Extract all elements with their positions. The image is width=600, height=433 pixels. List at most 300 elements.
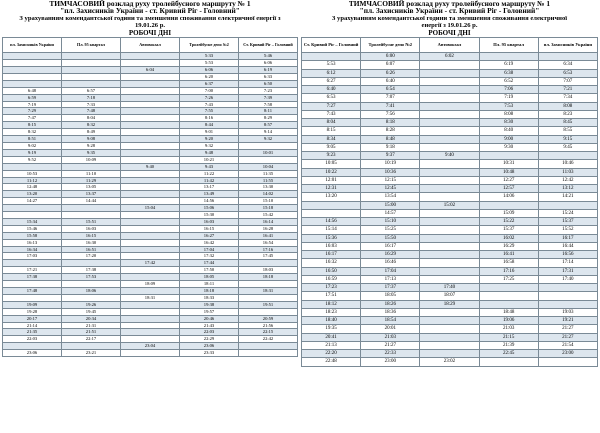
time-cell: 17:16: [479, 267, 538, 275]
time-cell: 16:54: [239, 239, 298, 246]
time-cell: [121, 53, 180, 60]
table-row: [3, 94, 298, 101]
time-cell: 15:36: [302, 234, 361, 242]
column-header: пл. Захисників України: [538, 38, 597, 53]
time-cell: 15:52: [538, 226, 597, 234]
time-cell: 17:53: [62, 274, 121, 281]
time-cell: 8:32: [3, 129, 62, 136]
time-cell: 20:59: [239, 315, 298, 322]
time-cell: 17:23: [302, 284, 361, 292]
time-cell: 8:34: [302, 135, 361, 143]
time-cell: 6:26: [361, 69, 420, 77]
time-cell: [538, 292, 597, 300]
table-row: [302, 201, 598, 209]
time-cell: 16:50: [302, 267, 361, 275]
time-cell: 17:32: [180, 253, 239, 260]
time-cell: 8:11: [239, 108, 298, 115]
table-row: [3, 232, 298, 239]
table-row: [3, 177, 298, 184]
time-cell: 18:11: [180, 281, 239, 288]
time-cell: 22:33: [361, 350, 420, 358]
time-cell: 15:10: [239, 198, 298, 205]
time-cell: 8:16: [180, 115, 239, 122]
section-title: РОБОЧІ ДНІ: [428, 29, 471, 38]
time-cell: 8:15: [302, 127, 361, 135]
header-title: ТИМЧАСОВИЙ розклад руху тролейбусного маршруту № 1: [348, 0, 551, 8]
time-cell: 12:27: [479, 176, 538, 184]
table-row: [302, 193, 598, 201]
time-cell: 15:24: [538, 209, 597, 217]
time-cell: 22:48: [302, 358, 361, 366]
time-cell: 16:29: [361, 251, 420, 259]
time-cell: 15:34: [3, 218, 62, 225]
time-cell: 6:50: [239, 80, 298, 87]
table-row: [3, 87, 298, 94]
time-cell: 16:30: [62, 239, 121, 246]
time-cell: 22:42: [239, 336, 298, 343]
time-cell: 5:46: [239, 53, 298, 60]
time-cell: [121, 122, 180, 129]
time-cell: [121, 267, 180, 274]
time-cell: 9:01: [180, 129, 239, 136]
time-cell: 20:34: [62, 315, 121, 322]
time-cell: [420, 341, 479, 349]
table-row: [3, 253, 298, 260]
table-row: [302, 94, 598, 102]
time-cell: 9:37: [361, 152, 420, 160]
time-cell: 15:42: [239, 212, 298, 219]
time-cell: 23:06: [180, 343, 239, 350]
time-cell: [121, 232, 180, 239]
time-cell: [420, 308, 479, 316]
table-row: [3, 301, 298, 308]
time-cell: 14:02: [239, 191, 298, 198]
column-header: Автовокзал: [121, 38, 180, 53]
time-cell: [62, 294, 121, 301]
time-cell: 9:02: [3, 142, 62, 149]
time-cell: 6:19: [239, 67, 298, 74]
table-row: [3, 225, 298, 232]
time-cell: 5:33: [180, 53, 239, 60]
time-cell: 18:23: [302, 308, 361, 316]
time-cell: 7:26: [180, 94, 239, 101]
table-row: [3, 80, 298, 87]
time-cell: 17:44: [180, 260, 239, 267]
time-cell: 23:02: [420, 358, 479, 366]
time-cell: [420, 275, 479, 283]
time-cell: [121, 329, 180, 336]
column-header: Пл. 95 квартал: [62, 38, 121, 53]
time-cell: [121, 73, 180, 80]
time-cell: [239, 156, 298, 163]
time-cell: 16:34: [3, 246, 62, 253]
time-cell: 8:04: [302, 119, 361, 127]
time-cell: 8:23: [538, 110, 597, 118]
time-cell: [121, 101, 180, 108]
time-cell: 21:14: [3, 322, 62, 329]
time-cell: 7:56: [361, 110, 420, 118]
time-cell: [3, 60, 62, 67]
time-cell: [3, 212, 62, 219]
time-cell: 17:13: [361, 275, 420, 283]
time-cell: 12:57: [479, 185, 538, 193]
time-cell: 15:37: [479, 226, 538, 234]
time-cell: 8:45: [538, 119, 597, 127]
time-cell: [62, 53, 121, 60]
time-cell: 17:51: [302, 292, 361, 300]
table-row: [3, 308, 298, 315]
table-row: [302, 102, 598, 110]
time-cell: 13:05: [62, 184, 121, 191]
time-cell: 19:09: [3, 301, 62, 308]
time-cell: 18:09: [121, 281, 180, 288]
time-cell: [538, 358, 597, 366]
time-cell: 9:28: [62, 142, 121, 149]
table-row: [302, 168, 598, 176]
time-cell: 15:10: [361, 218, 420, 226]
time-cell: 16:41: [479, 251, 538, 259]
time-cell: 9:32: [239, 136, 298, 143]
time-cell: 16:15: [62, 232, 121, 239]
time-cell: [62, 343, 121, 350]
table-row: [302, 119, 598, 127]
table-row: [3, 129, 298, 136]
time-cell: 7:33: [62, 101, 121, 108]
time-cell: 9:18: [361, 143, 420, 151]
header-title: ТИМЧАСОВИЙ розклад руху тролейбусного маршруту № 1: [49, 0, 251, 8]
time-cell: 18:40: [302, 317, 361, 325]
time-cell: 10:21: [180, 156, 239, 163]
table-row: [3, 108, 298, 115]
time-cell: 22:29: [180, 336, 239, 343]
header-route: "пл. Захисників України - ст. Кривий Ріг - Головний": [359, 6, 540, 16]
time-cell: 12:48: [3, 184, 62, 191]
time-cell: 14:27: [3, 198, 62, 205]
time-cell: 18:31: [239, 288, 298, 295]
time-cell: 10:46: [538, 160, 597, 168]
time-cell: 23:06: [3, 350, 62, 357]
time-cell: [420, 226, 479, 234]
table-row: [302, 152, 598, 160]
time-cell: 10:09: [62, 156, 121, 163]
time-cell: [420, 251, 479, 259]
time-cell: 6:38: [479, 69, 538, 77]
table-row: [3, 191, 298, 198]
time-cell: 7:53: [479, 102, 538, 110]
table-row: [302, 259, 598, 267]
time-cell: 18:05: [361, 292, 420, 300]
time-cell: 6:07: [361, 61, 420, 69]
table-row: [3, 149, 298, 156]
time-cell: 16:17: [538, 234, 597, 242]
time-cell: 19:03: [538, 308, 597, 316]
time-cell: 6:40: [361, 77, 420, 85]
time-cell: [121, 156, 180, 163]
time-cell: 14:56: [302, 218, 361, 226]
time-cell: 15:50: [361, 234, 420, 242]
table-row: [302, 317, 598, 325]
time-cell: 20:17: [3, 315, 62, 322]
time-cell: [121, 301, 180, 308]
time-cell: 9:30: [479, 143, 538, 151]
time-cell: 17:38: [3, 274, 62, 281]
time-cell: [121, 170, 180, 177]
table-row: [3, 212, 298, 219]
time-cell: 7:29: [3, 108, 62, 115]
time-cell: [3, 163, 62, 170]
time-cell: [302, 201, 361, 209]
header-date: 19.01.26 р.: [134, 21, 166, 29]
time-cell: 9:20: [180, 136, 239, 143]
table-row: [3, 329, 298, 336]
column-header: пл. Захисників України: [3, 38, 62, 53]
time-cell: 8:40: [479, 127, 538, 135]
time-cell: 10:04: [239, 163, 298, 170]
time-cell: 16:42: [180, 239, 239, 246]
time-cell: 11:22: [180, 170, 239, 177]
table-row: [302, 185, 598, 193]
column-header: Тролейбусне депо №2: [180, 38, 239, 53]
table-row: [302, 127, 598, 135]
time-cell: 18:18: [180, 288, 239, 295]
time-cell: 17:25: [479, 275, 538, 283]
time-cell: 17:50: [180, 267, 239, 274]
time-cell: 21:35: [3, 329, 62, 336]
time-cell: 18:06: [62, 288, 121, 295]
time-cell: [121, 315, 180, 322]
time-cell: 13:54: [361, 193, 420, 201]
schedule-header: [301, 0, 598, 29]
time-cell: 13:30: [239, 184, 298, 191]
time-cell: [3, 80, 62, 87]
time-cell: 11:03: [538, 168, 597, 176]
time-cell: 16:13: [3, 239, 62, 246]
time-cell: 14:56: [180, 198, 239, 205]
time-cell: [121, 60, 180, 67]
time-cell: 13:37: [62, 191, 121, 198]
time-cell: [62, 73, 121, 80]
time-cell: [420, 185, 479, 193]
time-cell: 18:05: [180, 274, 239, 281]
time-cell: 7:34: [538, 94, 597, 102]
table-row: [3, 205, 298, 212]
table-row: [302, 69, 598, 77]
time-cell: 6:53: [302, 94, 361, 102]
time-cell: [420, 193, 479, 201]
time-cell: 7:07: [538, 77, 597, 85]
table-row: [302, 176, 598, 184]
time-cell: 6:59: [3, 94, 62, 101]
time-cell: 18:12: [302, 300, 361, 308]
time-cell: 17:45: [239, 253, 298, 260]
table-row: [3, 156, 298, 163]
table-row: [3, 267, 298, 274]
time-cell: 6:19: [479, 61, 538, 69]
time-cell: 9:40: [420, 152, 479, 160]
time-cell: 22:03: [3, 336, 62, 343]
time-cell: 17:37: [361, 284, 420, 292]
table-row: [3, 274, 298, 281]
time-cell: 10:53: [3, 170, 62, 177]
time-cell: [121, 80, 180, 87]
time-cell: 6:48: [3, 87, 62, 94]
time-cell: 13:20: [3, 191, 62, 198]
table-row: [3, 142, 298, 149]
time-cell: 21:13: [302, 341, 361, 349]
table-row: [302, 160, 598, 168]
time-cell: 23:33: [180, 350, 239, 357]
time-cell: 16:29: [479, 242, 538, 250]
table-row: [3, 239, 298, 246]
time-cell: [3, 205, 62, 212]
time-cell: [3, 343, 62, 350]
time-cell: 15:51: [62, 218, 121, 225]
time-cell: 8:28: [361, 127, 420, 135]
header-route: "пл. Захисників України - ст. Кривий Ріг - Головний": [60, 6, 240, 16]
time-cell: [239, 308, 298, 315]
time-cell: 8:49: [62, 129, 121, 136]
table-row: [302, 77, 598, 85]
time-cell: 16:56: [538, 251, 597, 259]
time-cell: 6:34: [538, 61, 597, 69]
time-cell: 13:17: [180, 184, 239, 191]
table-row: [3, 101, 298, 108]
time-cell: 7:41: [361, 102, 420, 110]
time-cell: 17:20: [62, 253, 121, 260]
time-cell: 17:38: [62, 267, 121, 274]
table-row: [302, 292, 598, 300]
time-cell: 10:01: [239, 149, 298, 156]
time-cell: 7:48: [62, 108, 121, 115]
time-cell: 15:18: [239, 205, 298, 212]
time-cell: 19:51: [239, 301, 298, 308]
time-cell: 9:35: [62, 149, 121, 156]
time-cell: [121, 274, 180, 281]
time-cell: [239, 281, 298, 288]
time-cell: 17:14: [538, 259, 597, 267]
time-cell: 6:02: [420, 53, 479, 61]
table-row: [3, 281, 298, 288]
time-cell: 21:31: [62, 322, 121, 329]
column-header: Автовокзал: [420, 38, 479, 53]
time-cell: 7:43: [302, 110, 361, 118]
time-cell: 22:45: [479, 350, 538, 358]
time-cell: [239, 343, 298, 350]
table-row: [302, 218, 598, 226]
schedule-table: [301, 37, 598, 367]
time-cell: 16:14: [239, 218, 298, 225]
time-cell: [121, 94, 180, 101]
time-cell: 9:05: [302, 143, 361, 151]
time-cell: 17:04: [180, 246, 239, 253]
table-row: [3, 294, 298, 301]
time-cell: [479, 284, 538, 292]
time-cell: [121, 322, 180, 329]
table-row: [302, 267, 598, 275]
time-cell: 22:17: [62, 336, 121, 343]
time-cell: [62, 205, 121, 212]
time-cell: 16:28: [239, 225, 298, 232]
time-cell: 20:46: [180, 315, 239, 322]
time-cell: [479, 358, 538, 366]
time-cell: 9:08: [62, 136, 121, 143]
time-cell: 21:03: [479, 325, 538, 333]
table-row: [302, 234, 598, 242]
time-cell: 15:09: [479, 209, 538, 217]
time-cell: 16:03: [302, 242, 361, 250]
table-row: [302, 308, 598, 316]
time-cell: 21:54: [538, 341, 597, 349]
time-cell: 15:06: [180, 205, 239, 212]
table-row: [302, 110, 598, 118]
time-cell: 5:53: [180, 60, 239, 67]
time-cell: [121, 149, 180, 156]
time-cell: [538, 284, 597, 292]
time-cell: [239, 294, 298, 301]
time-cell: 17:48: [3, 288, 62, 295]
table-row: [302, 209, 598, 217]
header-date: енергії з 19.01.26 р.: [421, 21, 478, 29]
time-cell: 8:08: [479, 110, 538, 118]
time-cell: 15:58: [3, 232, 62, 239]
time-cell: 6:06: [239, 60, 298, 67]
time-cell: [420, 168, 479, 176]
time-cell: [239, 260, 298, 267]
time-cell: [420, 218, 479, 226]
time-cell: 6:27: [302, 77, 361, 85]
time-cell: 15:25: [361, 226, 420, 234]
time-cell: 19:45: [62, 308, 121, 315]
time-cell: 15:00: [361, 201, 420, 209]
time-cell: 10:36: [361, 168, 420, 176]
time-cell: 6:00: [361, 53, 420, 61]
time-cell: 18:54: [361, 317, 420, 325]
time-cell: 9:32: [180, 142, 239, 149]
time-cell: [121, 218, 180, 225]
time-cell: [302, 53, 361, 61]
time-cell: [121, 108, 180, 115]
table-row: [3, 60, 298, 67]
time-cell: 15:37: [538, 218, 597, 226]
time-cell: [420, 209, 479, 217]
time-cell: 8:08: [538, 102, 597, 110]
time-cell: 18:18: [239, 274, 298, 281]
time-cell: 16:59: [302, 275, 361, 283]
time-cell: 16:03: [62, 225, 121, 232]
column-header: Ст. Кривий Ріг – Головний: [302, 38, 361, 53]
time-cell: 17:04: [361, 267, 420, 275]
time-cell: [121, 184, 180, 191]
time-cell: [479, 53, 538, 61]
time-cell: 8:04: [62, 115, 121, 122]
time-cell: 16:17: [361, 242, 420, 250]
time-cell: 15:30: [180, 212, 239, 219]
time-cell: 6:06: [180, 67, 239, 74]
time-cell: 17:21: [3, 267, 62, 274]
time-cell: [121, 136, 180, 143]
time-cell: [538, 152, 597, 160]
time-cell: 19:57: [180, 308, 239, 315]
time-cell: 17:40: [420, 284, 479, 292]
header-note: З урахуванням комендантської години та зменшення споживання електричної енергії з: [19, 14, 281, 22]
table-row: [3, 122, 298, 129]
time-cell: 16:41: [239, 232, 298, 239]
time-cell: [3, 67, 62, 74]
time-cell: 11:12: [3, 177, 62, 184]
time-cell: [420, 234, 479, 242]
time-cell: [3, 281, 62, 288]
time-cell: 21:39: [479, 341, 538, 349]
